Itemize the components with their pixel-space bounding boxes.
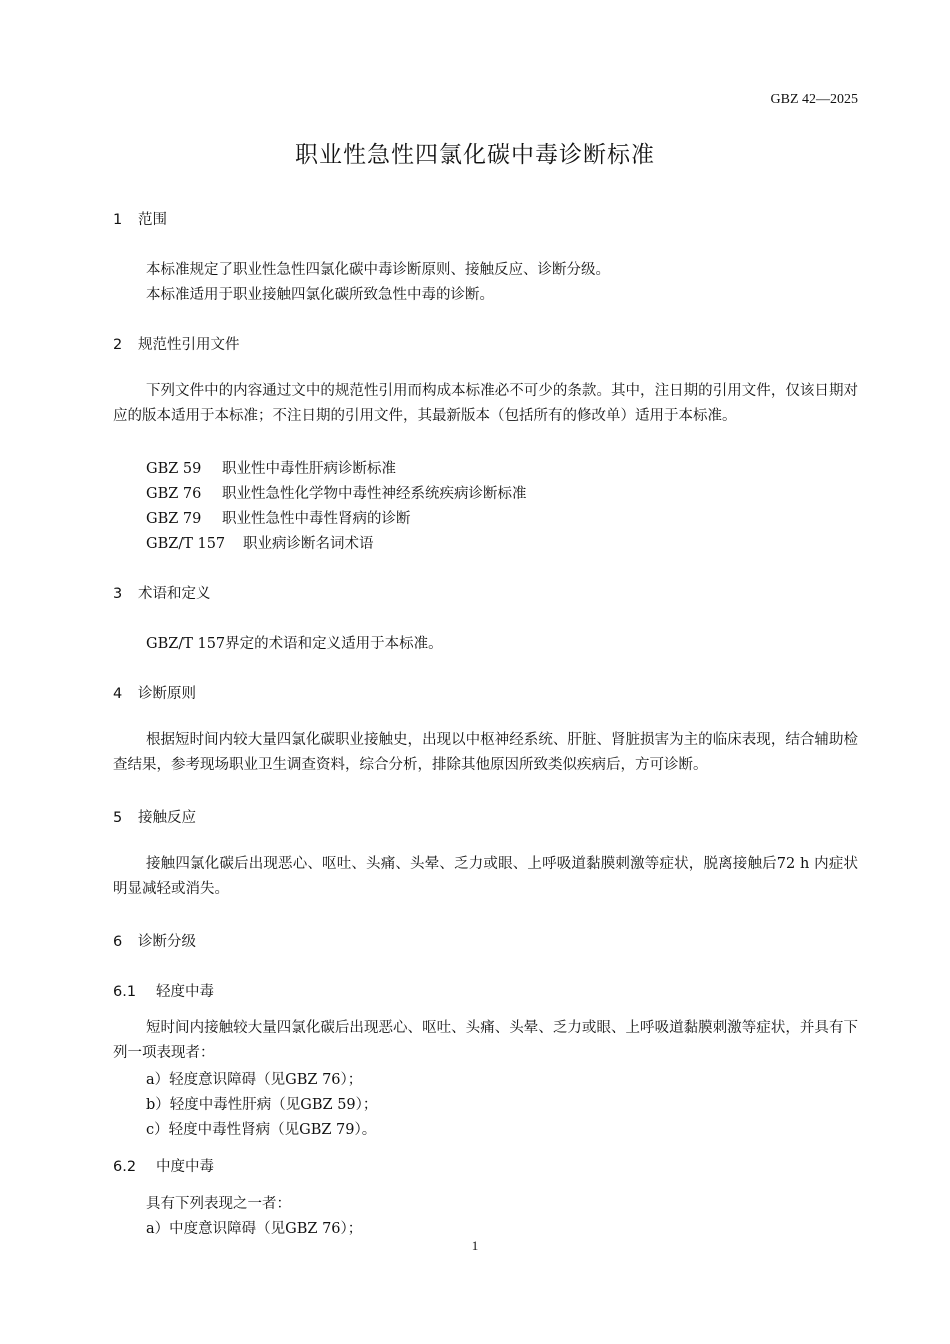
- list-item: c）轻度中毒性肾病（见GBZ 79）。: [146, 1122, 377, 1138]
- section-title: 诊断原则: [138, 686, 196, 702]
- section-heading-1: [113, 208, 167, 229]
- section-title: 范围: [138, 212, 167, 228]
- paragraph: 根据短时间内较大量四氯化碳职业接触史，出现以中枢神经系统、肝脏、肾脏损害为主的临床表现，结合辅助检查结果，参考现场职业卫生调查资料，综合分析，排除其他原因所致类似疾病后，方可诊断。: [113, 732, 858, 773]
- section-title: 诊断分级: [138, 934, 196, 950]
- reference-name: 职业性中毒性肝病诊断标准: [222, 461, 396, 477]
- section-title: 接触反应: [138, 810, 196, 826]
- section-title: 规范性引用文件: [138, 337, 240, 353]
- subsection-number: 6.2: [113, 1159, 137, 1175]
- reference-code: GBZ 76: [146, 486, 202, 502]
- reference-name: 职业病诊断名词术语: [243, 536, 374, 552]
- list-item: b）轻度中毒性肝病（见GBZ 59）；: [146, 1097, 378, 1113]
- document-number: GBZ 42—2025: [770, 92, 858, 107]
- section-heading-5: [113, 806, 196, 827]
- reference-code: GBZ/T 157: [146, 536, 226, 552]
- section-heading-4: [113, 682, 196, 703]
- list-item: a）中度意识障碍（见GBZ 76）；: [146, 1221, 363, 1237]
- reference-code: GBZ 79: [146, 511, 202, 527]
- paragraph: 本标准规定了职业性急性四氯化碳中毒诊断原则、接触反应、诊断分级。: [146, 262, 610, 278]
- reference-name: 职业性急性中毒性肾病的诊断: [222, 511, 411, 527]
- paragraph: 短时间内接触较大量四氯化碳后出现恶心、呕吐、头痛、头晕、乏力或眼、上呼吸道黏膜刺激等症状，并具有下列一项表现者：: [113, 1020, 858, 1061]
- paragraph: 具有下列表现之一者：: [146, 1196, 291, 1212]
- section-title: 术语和定义: [138, 586, 211, 602]
- reference-item: [146, 532, 374, 553]
- paragraph: 本标准适用于职业接触四氯化碳所致急性中毒的诊断。: [146, 287, 494, 303]
- section-number: 2: [113, 337, 123, 353]
- paragraph: GBZ/T 157界定的术语和定义适用于本标准。: [146, 636, 443, 652]
- subsection-heading-6-2: [113, 1155, 214, 1176]
- paragraph: 接触四氯化碳后出现恶心、呕吐、头痛、头晕、乏力或眼、上呼吸道黏膜刺激等症状，脱离接触后72 h 内症状明显减轻或消失。: [113, 856, 858, 897]
- reference-code: GBZ 59: [146, 461, 202, 477]
- page-title: 职业性急性四氯化碳中毒诊断标准: [295, 142, 655, 168]
- section-number: 5: [113, 810, 123, 826]
- section-number: 3: [113, 586, 123, 602]
- section-number: 4: [113, 686, 123, 702]
- reference-item: [146, 482, 527, 503]
- subsection-heading-6-1: [113, 980, 214, 1001]
- subsection-title: 轻度中毒: [156, 984, 214, 1000]
- section-heading-2: [113, 333, 240, 354]
- subsection-number: 6.1: [113, 984, 137, 1000]
- list-item: a）轻度意识障碍（见GBZ 76）；: [146, 1072, 363, 1088]
- reference-item: [146, 457, 396, 478]
- paragraph: 下列文件中的内容通过文中的规范性引用而构成本标准必不可少的条款。其中，注日期的引用文件，仅该日期对应的版本适用于本标准；不注日期的引用文件，其最新版本（包括所有的修改单）适用于本标准。: [113, 383, 858, 424]
- section-heading-3: [113, 582, 211, 603]
- reference-item: [146, 507, 411, 528]
- section-heading-6: [113, 930, 196, 951]
- reference-name: 职业性急性化学物中毒性神经系统疾病诊断标准: [222, 486, 527, 502]
- section-number: 1: [113, 212, 123, 228]
- subsection-title: 中度中毒: [156, 1159, 214, 1175]
- page-number: 1: [471, 1238, 479, 1253]
- section-number: 6: [113, 934, 123, 950]
